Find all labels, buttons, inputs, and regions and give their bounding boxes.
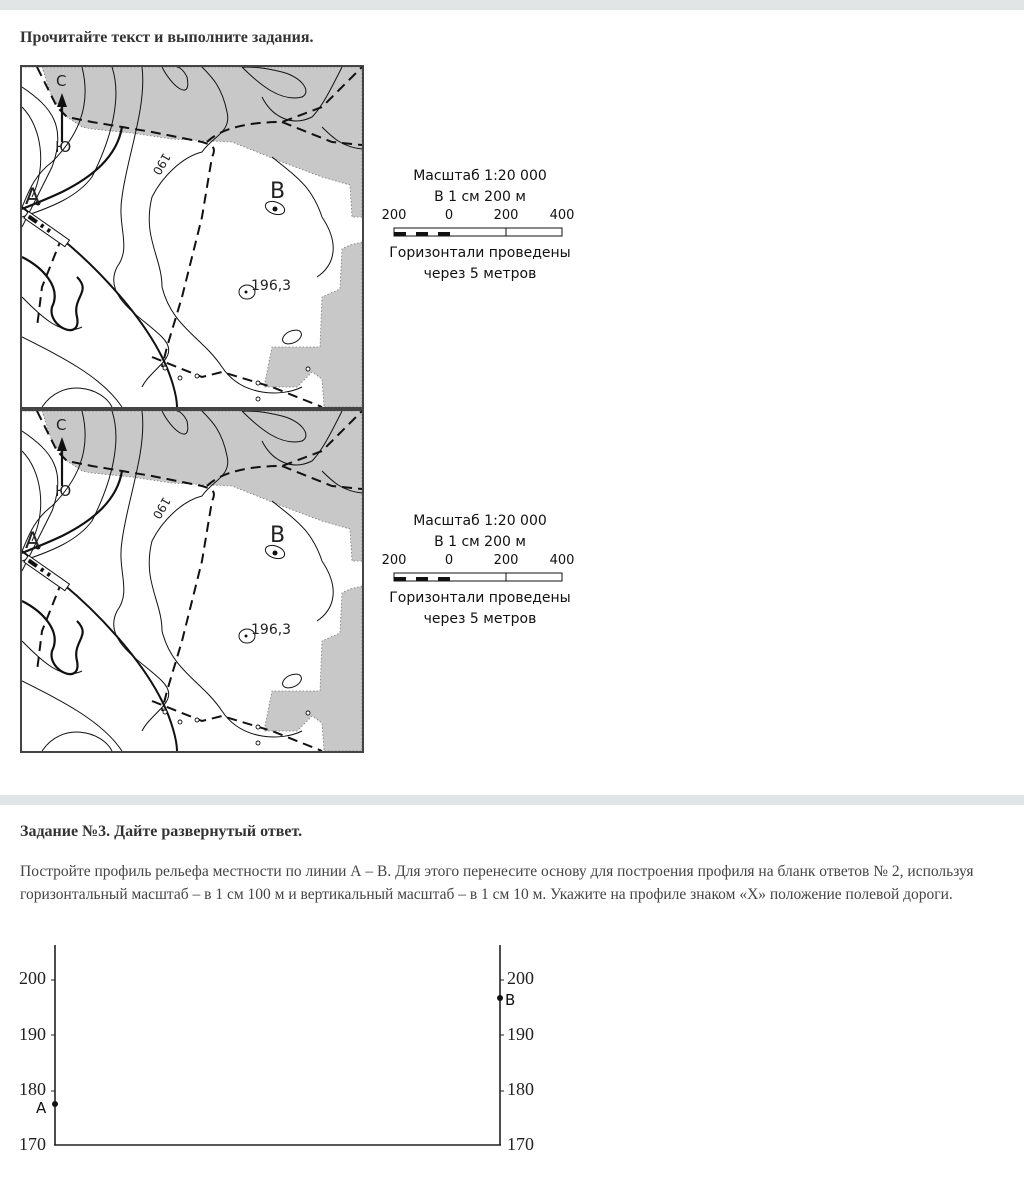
south-label: Ю — [55, 138, 72, 156]
scale-title: Масштаб 1:20 000 — [413, 168, 547, 184]
left-tick-180: 180 — [19, 1079, 46, 1099]
scale-note: В 1 см 200 м — [434, 534, 526, 550]
topographic-map-2 — [20, 409, 364, 753]
right-tick-170: 170 — [507, 1134, 534, 1154]
profile-chart — [0, 935, 560, 1185]
north-label: С — [56, 72, 67, 90]
scale-tick: 0 — [444, 208, 454, 223]
intro-heading: Прочитайте текст и выполните задания. — [20, 29, 314, 46]
point-a-label: А — [25, 185, 41, 210]
task-body: Постройте профиль рельефа местности по линии А – В. Для этого перенесите основу для построения профиля на бланк ответов № 2, используя горизонтальный масштаб – в 1 см 100 м и вертикальный масштаб – в 1 см 10 м. Укажите на профиле знаком «Х» положение полевой дороги. — [20, 863, 974, 903]
scale-tick-labels — [375, 553, 585, 569]
point-b-marker — [497, 995, 503, 1001]
point-b-label: В — [270, 179, 286, 204]
point-a-marker — [52, 1101, 58, 1107]
scale-tick: 0 — [444, 553, 454, 568]
left-tick-170: 170 — [19, 1134, 46, 1154]
scale-tick: 200 — [381, 208, 407, 223]
map-legend-2 — [375, 511, 585, 630]
scale-tick: 400 — [549, 208, 575, 223]
scale-tick-labels — [375, 208, 585, 224]
contour-note-2: через 5 метров — [423, 266, 537, 282]
spot-height-label: 196,3 — [251, 622, 292, 638]
left-tick-190: 190 — [19, 1024, 46, 1044]
scale-bar — [375, 572, 585, 584]
map-drawing — [22, 411, 362, 751]
point-a-label: А — [36, 1099, 47, 1117]
section-separator-bar — [0, 795, 1024, 805]
point-b-label: В — [505, 991, 516, 1009]
south-label: Ю — [55, 482, 72, 500]
topographic-map-1 — [20, 65, 364, 409]
scale-title: Масштаб 1:20 000 — [413, 513, 547, 529]
scale-tick: 200 — [493, 553, 519, 568]
scale-note: В 1 см 200 м — [434, 189, 526, 205]
top-separator-bar — [0, 0, 1024, 10]
contour-label-190: 190 — [149, 494, 174, 522]
right-tick-190: 190 — [507, 1024, 534, 1044]
north-label: С — [56, 416, 67, 434]
contour-note-1: Горизонтали проведены — [389, 590, 571, 606]
map-drawing — [22, 67, 362, 407]
scale-tick: 200 — [381, 553, 407, 568]
point-b-label: В — [270, 523, 286, 548]
spot-height-label: 196,3 — [251, 278, 292, 294]
contour-note-2: через 5 метров — [423, 611, 537, 627]
profile-axes — [0, 935, 560, 1185]
scale-bar — [375, 227, 585, 239]
right-tick-180: 180 — [507, 1079, 534, 1099]
contour-label-190: 190 — [149, 150, 174, 178]
right-tick-200: 200 — [507, 968, 534, 988]
scale-tick: 400 — [549, 553, 575, 568]
scale-tick: 200 — [493, 208, 519, 223]
left-tick-200: 200 — [19, 968, 46, 988]
contour-note-1: Горизонтали проведены — [389, 245, 571, 261]
task-title: Задание №3. Дайте развернутый ответ. — [20, 823, 303, 840]
point-a-label: А — [25, 529, 41, 554]
map-legend-1 — [375, 166, 585, 285]
